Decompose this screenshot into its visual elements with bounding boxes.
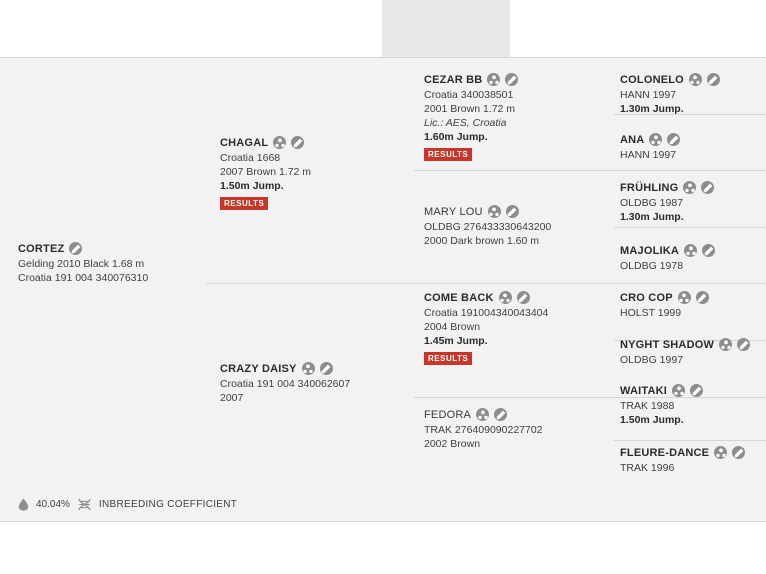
divider-gen2-a bbox=[414, 170, 766, 171]
pedigree-icon[interactable] bbox=[487, 73, 500, 86]
gen1-sire-jump: 1.50m Jump. bbox=[220, 180, 284, 192]
divider-bottom bbox=[0, 521, 766, 522]
gen3-block-4 bbox=[620, 244, 766, 273]
results-badge[interactable]: RESULTS bbox=[424, 148, 472, 161]
gen1-dam-line-1: Croatia 191 004 340062607 bbox=[220, 378, 351, 390]
pedigree-icon[interactable] bbox=[672, 384, 685, 397]
pedigree-icon[interactable] bbox=[273, 136, 286, 149]
gen3-name-8: FLEURE-DANCE bbox=[620, 446, 710, 459]
gen3-block-3 bbox=[620, 181, 766, 224]
pedigree-icon[interactable] bbox=[302, 362, 315, 375]
gen2-lic-1: Lic.: AES, Croatia bbox=[424, 117, 507, 129]
divider-gen3-2 bbox=[614, 227, 766, 228]
gen2-block-4 bbox=[424, 408, 610, 451]
gen3-name-row-2 bbox=[620, 133, 766, 146]
gen3-block-7 bbox=[620, 384, 766, 427]
edit-pencil-icon[interactable] bbox=[291, 136, 304, 149]
gen3-jump-3: 1.30m Jump. bbox=[620, 211, 684, 223]
gen3-line-1-1: HANN 1997 bbox=[620, 89, 677, 101]
gen3-line-2-1: HANN 1997 bbox=[620, 149, 677, 161]
divider-top bbox=[0, 57, 766, 58]
gen1-sire-line-2: 2007 Brown 1.72 m bbox=[220, 166, 312, 178]
edit-pencil-icon[interactable] bbox=[707, 73, 720, 86]
gen2-line-1-2: 2001 Brown 1.72 m bbox=[424, 103, 516, 115]
pedigree-icon[interactable] bbox=[476, 408, 489, 421]
gen3-line-4-1: OLDBG 1978 bbox=[620, 260, 684, 272]
edit-pencil-icon[interactable] bbox=[517, 291, 530, 304]
gen2-name-row-1 bbox=[424, 73, 610, 86]
water-drop-icon bbox=[18, 498, 29, 511]
edit-pencil-icon[interactable] bbox=[506, 205, 519, 218]
gen3-name-5: CRO COP bbox=[620, 291, 673, 304]
pedigree-icon[interactable] bbox=[678, 291, 691, 304]
inbreeding-label: INBREEDING COEFFICIENT bbox=[98, 499, 238, 510]
gen2-line-3-1: Croatia 191004340043404 bbox=[424, 307, 549, 319]
gen3-name-1: COLONELO bbox=[620, 73, 684, 86]
pedigree-icon[interactable] bbox=[649, 133, 662, 146]
gen1-sire-name: CHAGAL bbox=[220, 136, 269, 149]
gen3-line-5-1: HOLST 1999 bbox=[620, 307, 682, 319]
gen3-block-8 bbox=[620, 446, 766, 475]
gen1-dam-name-row bbox=[220, 362, 406, 375]
edit-pencil-icon[interactable] bbox=[320, 362, 333, 375]
dna-icon bbox=[77, 498, 92, 511]
gen2-line-1-1: Croatia 340038501 bbox=[424, 89, 514, 101]
results-badge[interactable]: RESULTS bbox=[220, 197, 268, 210]
pedigree-icon[interactable] bbox=[499, 291, 512, 304]
subject-block bbox=[18, 242, 198, 285]
gen2-block-2 bbox=[424, 205, 610, 248]
gen3-name-6: NYGHT SHADOW bbox=[620, 338, 715, 351]
gen2-block-3 bbox=[424, 291, 610, 366]
gen3-name-row-4 bbox=[620, 244, 766, 257]
edit-pencil-icon[interactable] bbox=[737, 338, 750, 351]
gen3-jump-7: 1.50m Jump. bbox=[620, 414, 684, 426]
gen1-sire-line-1: Croatia 1668 bbox=[220, 152, 281, 164]
edit-pencil-icon[interactable] bbox=[690, 384, 703, 397]
edit-pencil-icon[interactable] bbox=[494, 408, 507, 421]
gen3-line-7-1: TRAK 1988 bbox=[620, 400, 675, 412]
gen2-name-3: COME BACK bbox=[424, 291, 494, 304]
divider-gen3-4 bbox=[614, 440, 766, 441]
gen2-jump-3: 1.45m Jump. bbox=[424, 335, 488, 347]
gen3-name-row-1 bbox=[620, 73, 766, 86]
subject-name: CORTEZ bbox=[18, 242, 65, 255]
pedigree-icon[interactable] bbox=[684, 244, 697, 257]
pedigree-icon[interactable] bbox=[714, 446, 727, 459]
gen1-sire-block bbox=[220, 136, 406, 211]
gen3-name-row-8 bbox=[620, 446, 766, 459]
subject-line-2: Croatia 191 004 340076310 bbox=[18, 272, 149, 284]
gen2-line-2-1: OLDBG 276433330643200 bbox=[424, 221, 552, 233]
edit-pencil-icon[interactable] bbox=[505, 73, 518, 86]
header-placeholder-box bbox=[382, 0, 510, 57]
edit-pencil-icon[interactable] bbox=[702, 244, 715, 257]
gen2-line-4-2: 2002 Brown bbox=[424, 438, 481, 450]
top-white-band bbox=[0, 0, 766, 57]
edit-pencil-icon[interactable] bbox=[696, 291, 709, 304]
results-badge[interactable]: RESULTS bbox=[424, 352, 472, 365]
gen2-name-row-3 bbox=[424, 291, 610, 304]
gen3-jump-1: 1.30m Jump. bbox=[620, 103, 684, 115]
gen3-line-8-1: TRAK 1996 bbox=[620, 462, 675, 474]
gen3-name-2: ANA bbox=[620, 133, 645, 146]
inbreeding-footer bbox=[18, 498, 237, 511]
pedigree-icon[interactable] bbox=[719, 338, 732, 351]
gen2-line-2-2: 2000 Dark brown 1.60 m bbox=[424, 235, 539, 247]
inbreeding-value: 40.04% bbox=[36, 499, 70, 510]
edit-pencil-icon[interactable] bbox=[732, 446, 745, 459]
gen2-name-2: MARY LOU bbox=[424, 205, 483, 218]
gen2-block-1 bbox=[424, 73, 610, 162]
pedigree-icon[interactable] bbox=[689, 73, 702, 86]
pedigree-icon[interactable] bbox=[488, 205, 501, 218]
gen2-name-1: CEZAR BB bbox=[424, 73, 483, 86]
bottom-white-band bbox=[0, 521, 766, 574]
gen3-block-2 bbox=[620, 133, 766, 162]
gen2-name-4: FEDORA bbox=[424, 408, 472, 421]
gen3-name-row-7 bbox=[620, 384, 766, 397]
subject-name-row bbox=[18, 242, 198, 255]
gen2-name-row-2 bbox=[424, 205, 610, 218]
gen3-name-4: MAJOLIKA bbox=[620, 244, 680, 257]
gen2-line-4-1: TRAK 276409090227702 bbox=[424, 424, 543, 436]
gen1-dam-block bbox=[220, 362, 406, 405]
edit-pencil-icon[interactable] bbox=[701, 181, 714, 194]
gen1-sire-name-row bbox=[220, 136, 406, 149]
gen3-line-6-1: OLDBG 1997 bbox=[620, 354, 684, 366]
pedigree-icon[interactable] bbox=[683, 181, 696, 194]
gen3-name-row-6 bbox=[620, 338, 766, 351]
gen1-dam-line-2: 2007 bbox=[220, 392, 244, 404]
gen3-block-1 bbox=[620, 73, 766, 116]
gen3-block-5 bbox=[620, 291, 766, 320]
gen3-name-row-3 bbox=[620, 181, 766, 194]
edit-pencil-icon[interactable] bbox=[69, 242, 82, 255]
gen3-name-7: WAITAKI bbox=[620, 384, 668, 397]
divider-gen1 bbox=[206, 283, 766, 284]
edit-pencil-icon[interactable] bbox=[667, 133, 680, 146]
gen1-dam-name: CRAZY DAISY bbox=[220, 362, 297, 375]
gen3-name-3: FRÜHLING bbox=[620, 181, 679, 194]
gen2-name-row-4 bbox=[424, 408, 610, 421]
gen3-line-3-1: OLDBG 1987 bbox=[620, 197, 684, 209]
gen2-jump-1: 1.60m Jump. bbox=[424, 131, 488, 143]
gen2-line-3-2: 2004 Brown bbox=[424, 321, 481, 333]
subject-line-1: Gelding 2010 Black 1.68 m bbox=[18, 258, 145, 270]
gen3-block-6 bbox=[620, 338, 766, 367]
gen3-name-row-5 bbox=[620, 291, 766, 304]
